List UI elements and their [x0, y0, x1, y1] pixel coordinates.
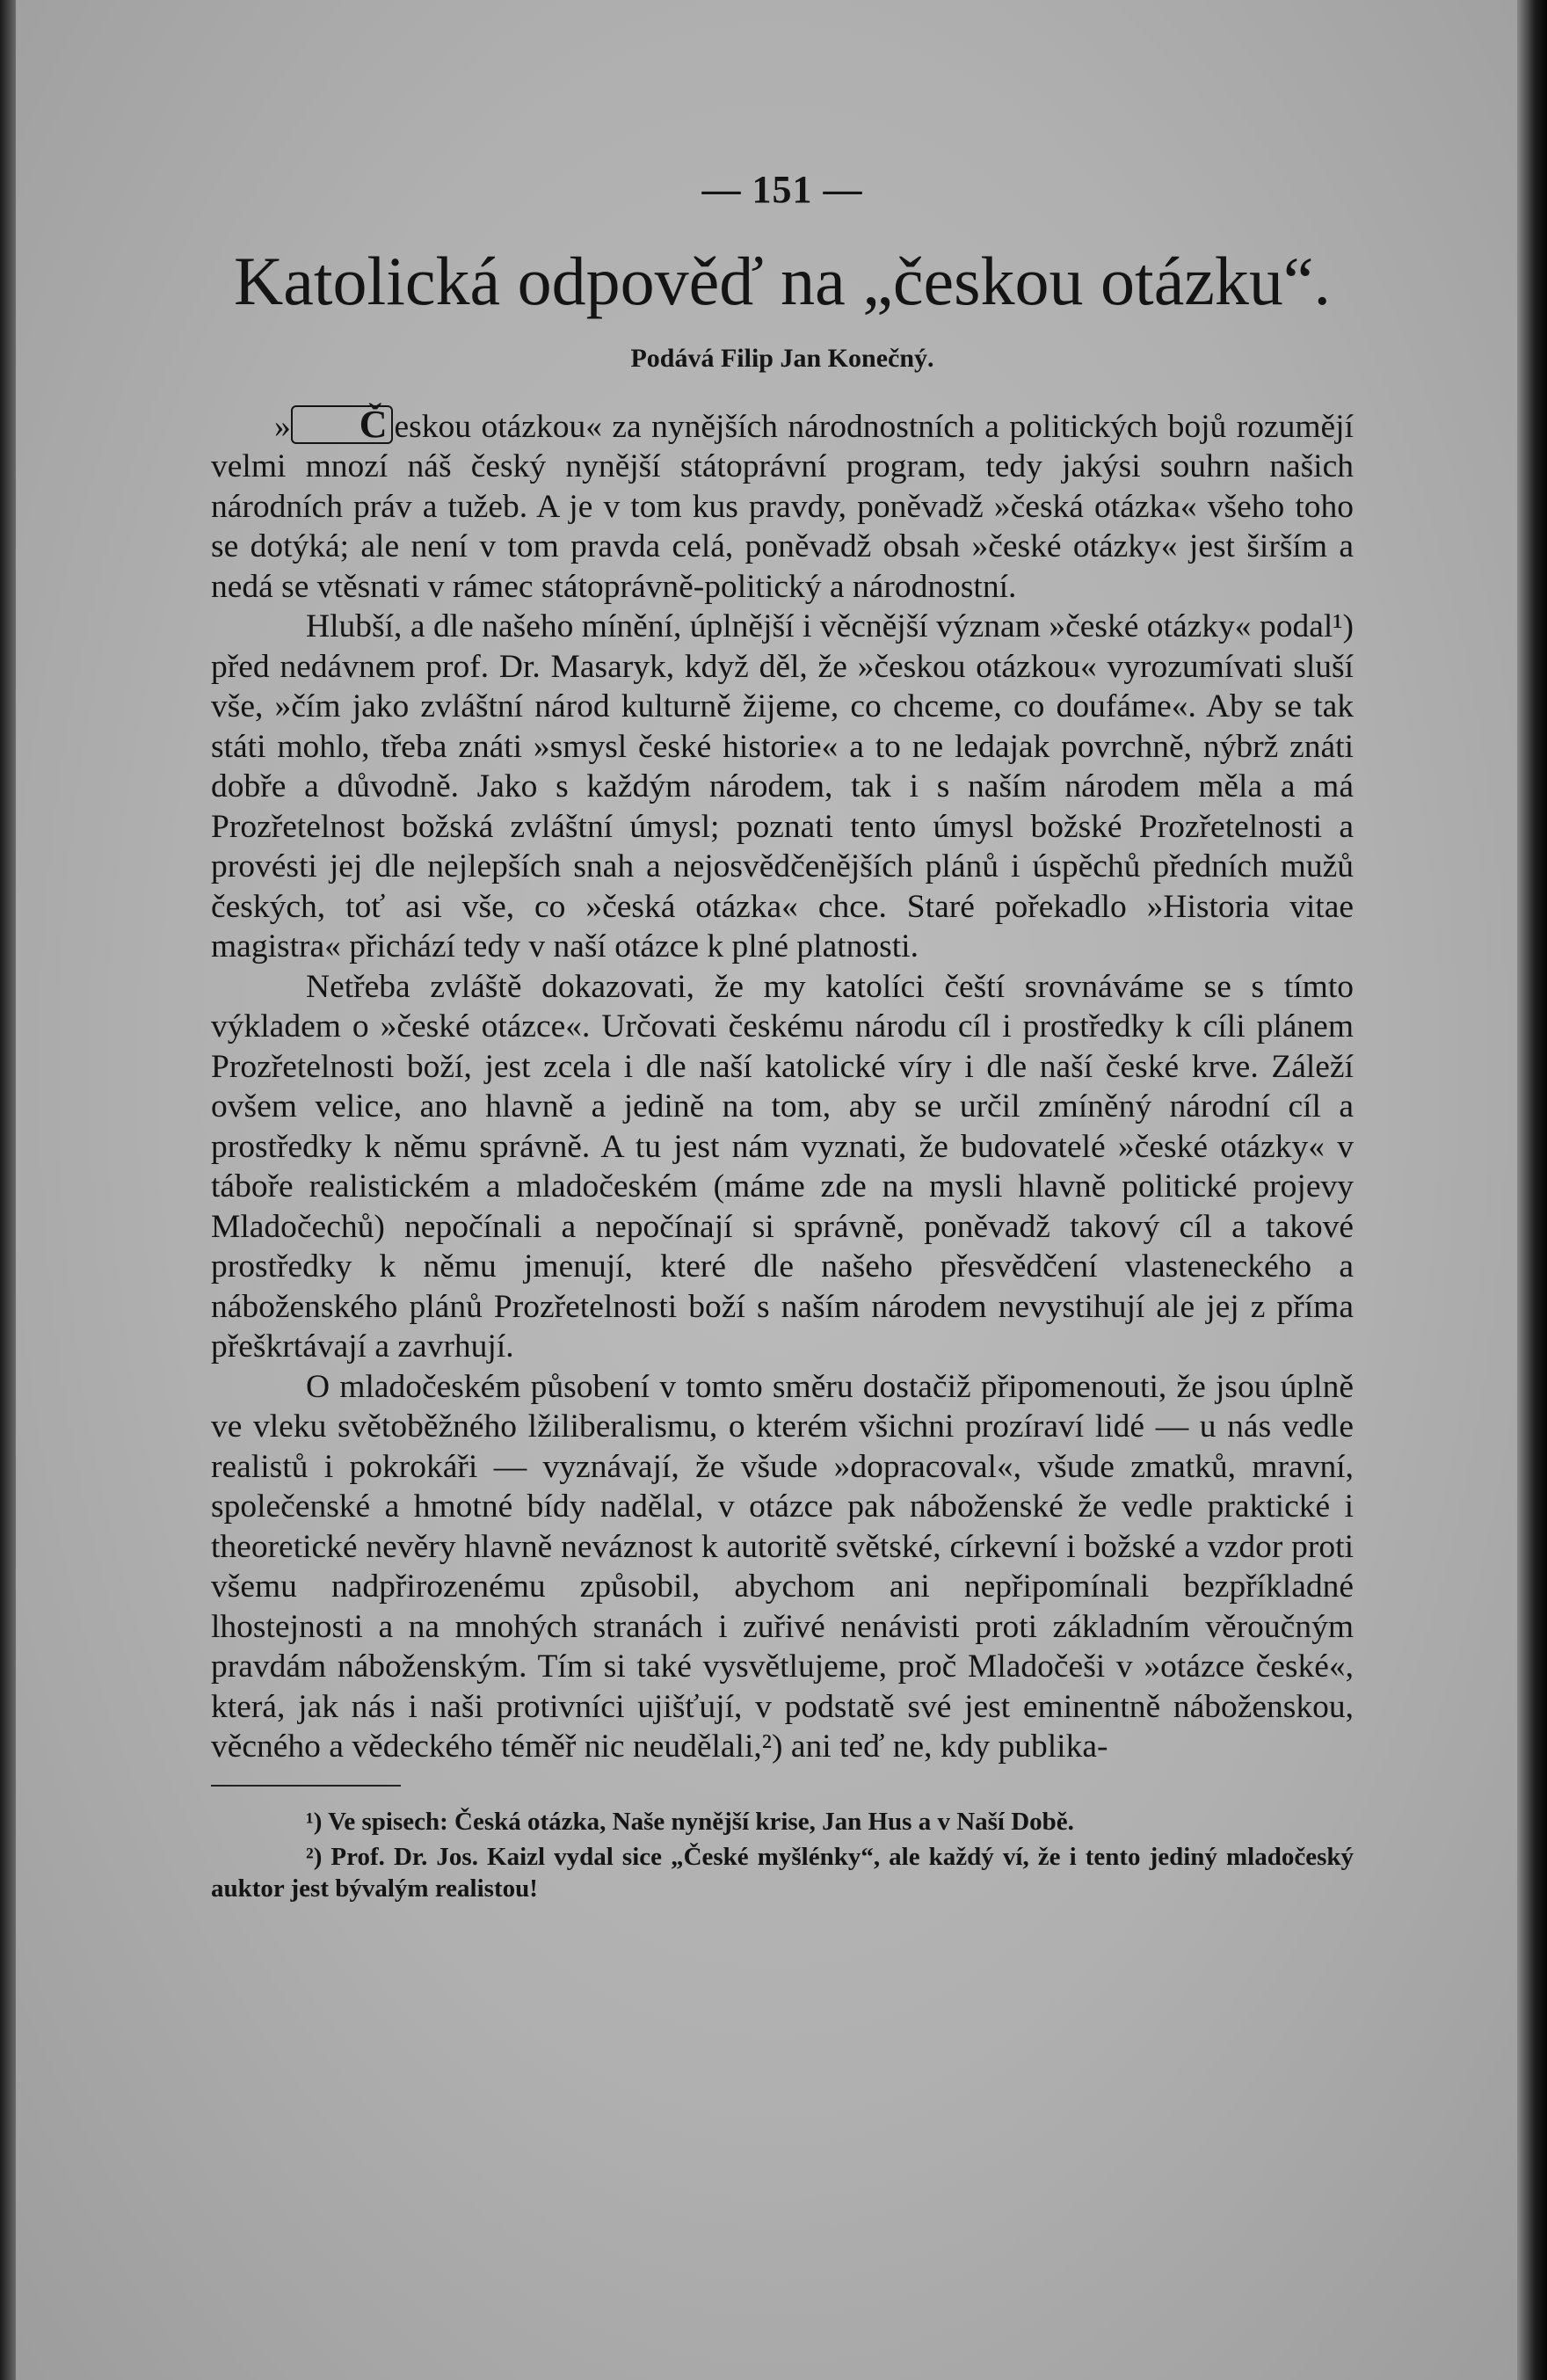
footnote-divider: [211, 1785, 401, 1787]
page-content: [211, 167, 1354, 1908]
article-byline: Podává Filip Jan Konečný.: [630, 343, 934, 373]
paragraph-2: Hlubší, a dle našeho mínění, úplnější i věcnější význam »české otázky« podal¹) před nedávnem prof. Dr. Masaryk, když děl, že »českou otázkou« vyrozumívati sluší vše, »čím jako zvláštní národ kulturně žijeme, co chceme, co doufáme«. Aby se tak státi mohlo, třeba znáti »smysl české historie« a to ne ledajak povrchně, nýbrž znáti dobře a důvodně. Jako s každým národem, tak i s naším národem měla a má Prozřetelnost božská zvláštní úmysl; poznati tento úmysl božské Prozřetelnosti a provésti jej dle nejlepších snah a nejosvědčenějších plánů i úspěchů předních mužů českých, toť asi vše, co »česká otázka« chce. Staré pořekadlo »Historia vitae magistra« přichází tedy v naší otázce k plné platnosti.: [211, 608, 1354, 965]
footnote-1: ¹) Ve spisech: Česká otázka, Naše nynější krise, Jan Hus a v Naší Době.: [306, 1807, 1074, 1836]
paragraph-1: [211, 402, 1354, 608]
article-title: Katolická odpověď na „českou otázku“.: [233, 243, 1332, 319]
paragraph-4: O mladočeském působení v tomto směru dostačiž připomenouti, že jsou úplně ve vleku světoběžného lžiliberalismu, o kterém všichni prozíraví lidé — u nás vedle realistů i pokrokáři — vyznávají, že všude »dopracoval«, všude zmatků, mravní, společenské a hmotné bídy nadělal, v otázce pak náboženské že vedle praktické i theoretické nevěry hlavně neváznost k autoritě světské, církevní i božské a vzdor proti všemu nadpřirozenému způsobil, abychom ani nepřipomínali bezpříkladné lhostejnosti a na mnohých stranách i zuřivé nenávisti proti základním věroučným pravdám náboženským. Tím si také vysvětlujeme, proč Mladočeši v »otázce české«, která, jak nás i naši protivníci ujišťují, v podstatě své jest eminentně náboženskou, věcného a vědeckého téměř nic neudělali,²) ani teď ne, kdy publika-: [211, 1368, 1354, 1765]
footnotes: [211, 1806, 1354, 1904]
decorative-initial: Č: [291, 405, 393, 444]
article-body: [211, 402, 1354, 1767]
page-right-edge: [1517, 0, 1547, 2380]
page-number: — 151 —: [701, 168, 863, 211]
paragraph-3: Netřeba zvláště dokazovati, že my katolíci čeští srovnáváme se s tímto výkladem o »české otázce«. Určovati českému národu cíl i prostředky k cíli plánem Prozřetelnosti boží, jest zcela i dle naší katolické víry i dle naší české krve. Záleží ovšem velice, ano hlavně a jedině na tom, aby se určil zmíněný národní cíl a prostředky k němu správně. A tu jest nám vyznati, že budovatelé »české otázky« v táboře realistickém a mladočeském (máme zde na mysli hlavně politické projevy Mladočechů) nepočínali a nepočínají si správně, poněvadž takový cíl a takové prostředky k němu jmenují, které dle našeho přesvědčení vlasteneckého a náboženského plánů Prozřetelnosti boží s naším národem nevystihují ale jej z příma přeškrtávají a zavrhují.: [211, 968, 1354, 1365]
page-binding-edge: [0, 0, 16, 2380]
opening-quote: »: [274, 408, 291, 445]
paragraph-1-text: eskou otázkou« za nynějších národnostních a politických bojů rozumějí velmi mnozí náš český nynější státoprávní program, tedy jakýsi souhrn našich národních práv a tužeb. A je v tom kus pravdy, poněvadž »česká otázka« všeho toho se dotýká; ale není v tom pravda celá, poněvadž obsah »české otázky« jest širším a nedá se vtěsnati v rámec státoprávně-politický a národnostní.: [211, 408, 1354, 605]
footnote-2: ²) Prof. Dr. Jos. Kaizl vydal sice „České myšlénky“, ale každý ví, že i tento jediný mladočeský auktor jest bývalým realistou!: [211, 1842, 1354, 1903]
